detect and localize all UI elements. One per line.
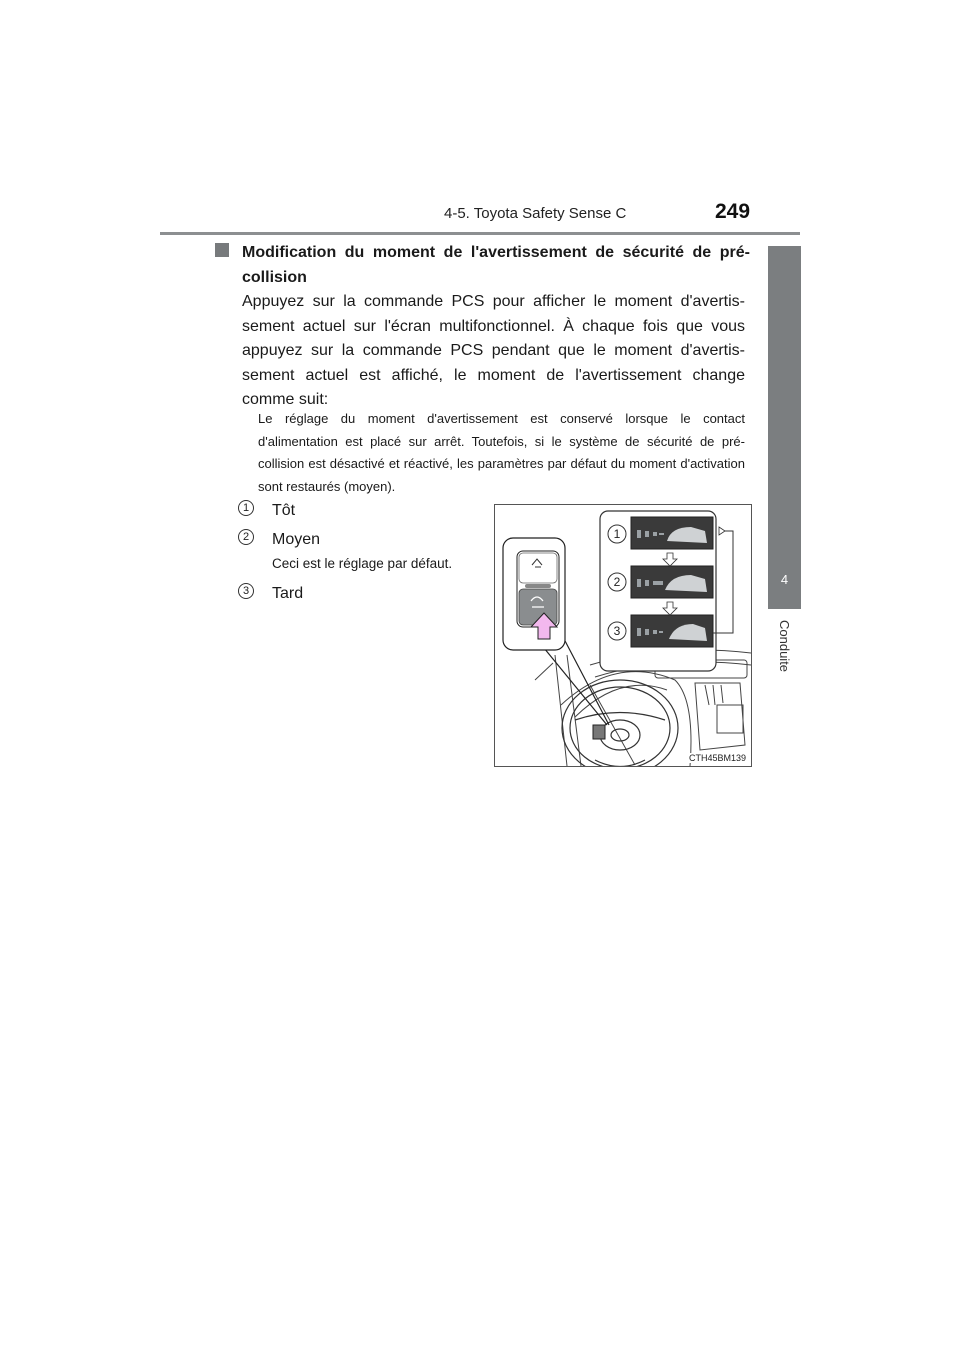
figure-callout-2: 2 [613, 575, 621, 589]
item-label-early: Tôt [272, 502, 296, 519]
item-number-badge: 2 [238, 529, 254, 545]
item-number-badge: 1 [238, 500, 254, 516]
section-heading-text: Modification du moment de l'avertissement de sécurité de pré-collision [242, 244, 750, 286]
note-paragraph: Le réglage du moment d'avertissement est conservé lorsque le contact d'alimentation est placé sur arrêt. Toutefois, si le système de sécurité de pré-collision est désactivé et réactivé, les paramètres par défaut du moment d'activation sont restaurés (moyen). [258, 411, 745, 494]
pcs-switch-figure [494, 504, 752, 767]
chapter-label: Conduite [777, 620, 792, 673]
item-label-late: Tard [272, 585, 304, 602]
figure-callout-1: 1 [613, 527, 621, 541]
item-label-medium: Moyen [272, 531, 321, 548]
chapter-number: 4 [780, 572, 789, 587]
heading-square-marker [215, 243, 229, 257]
figure-callout-3: 3 [613, 624, 621, 638]
figure-code: CTH45BM139 [688, 753, 746, 763]
page-number: 249 [715, 200, 751, 223]
chapter-side-tab [768, 246, 801, 609]
section-heading [215, 240, 750, 290]
item-default-note: Ceci est le réglage par défaut. [272, 556, 453, 571]
running-header-section: 4-5. Toyota Safety Sense C [444, 205, 627, 222]
dashboard-illustration [495, 505, 751, 766]
item-number-badge: 3 [238, 583, 254, 599]
body-paragraph: Appuyez sur la commande PCS pour afficher le moment d'avertis-sement actuel sur l'écran multifonctionnel. À chaque fois que vous appuyez sur la commande PCS pendant que le moment d'avertis-sement actuel est affiché, le moment de l'avertissement change comme suit: [242, 293, 745, 408]
header-rule [160, 232, 800, 235]
